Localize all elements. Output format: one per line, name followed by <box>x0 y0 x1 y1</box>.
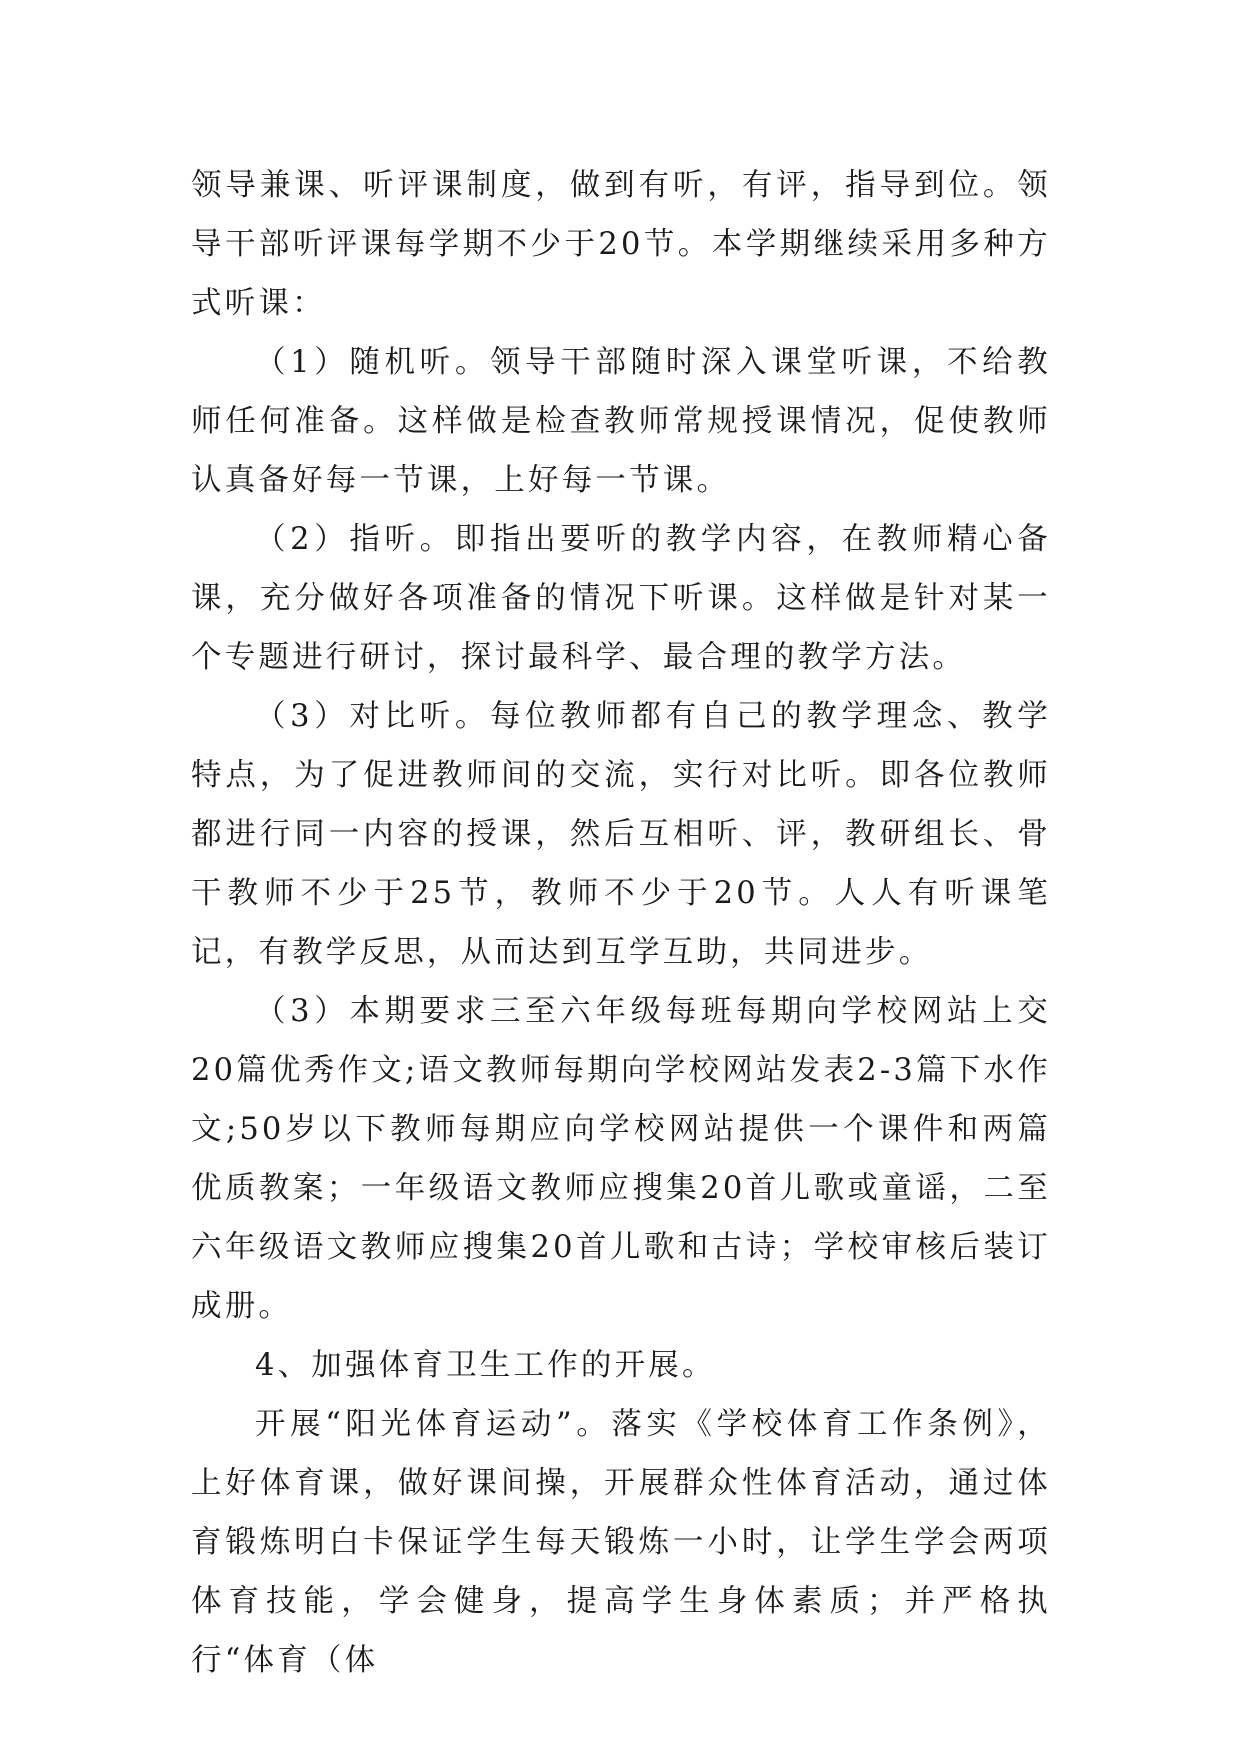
paragraph-2: （1）随机听。领导干部随时深入课堂听课，不给教师任何准备。这样做是检查教师常规授课情况，促使教师认真备好每一节课，上好每一节课。 <box>191 345 1051 498</box>
paragraph-5: （3）本期要求三至六年级每班每期向学校网站上交20篇优秀作文;语文教师每期向学校网站发表2-3篇下水作文;50岁以下教师每期应向学校网站提供一个课件和两篇优质教案；一年级语文教师应搜集20首儿歌或童谣，二至六年级语文教师应搜集20首儿歌和古诗；学校审核后装订成册。 <box>191 994 1051 1324</box>
paragraph-3: （2）指听。即指出要听的教学内容，在教师精心备课，充分做好各项准备的情况下听课。这样做是针对某一个专题进行研讨，探讨最科学、最合理的教学方法。 <box>191 522 1051 675</box>
paragraph-7: 开展“阳光体育运动”。落实《学校体育工作条例》，上好体育课，做好课间操，开展群众性体育活动，通过体育锻炼明白卡保证学生每天锻炼一小时，让学生学会两项体育技能，学会健身，提高学生身体素质；并严格执行“体育（体 <box>191 1407 1051 1678</box>
section-heading-4: 4、加强体育卫生工作的开展。 <box>255 1348 716 1383</box>
document-body <box>191 156 1051 1690</box>
paragraph-4: （3）对比听。每位教师都有自己的教学理念、教学特点，为了促进教师间的交流，实行对比听。即各位教师都进行同一内容的授课，然后互相听、评，教研组长、骨干教师不少于25节，教师不少于20节。人人有听课笔记，有教学反思，从而达到互学互助，共同进步。 <box>191 699 1051 970</box>
paragraph-1: 领导兼课、听评课制度，做到有听，有评，指导到位。领导干部听评课每学期不少于20节。本学期继续采用多种方式听课： <box>191 168 1051 321</box>
